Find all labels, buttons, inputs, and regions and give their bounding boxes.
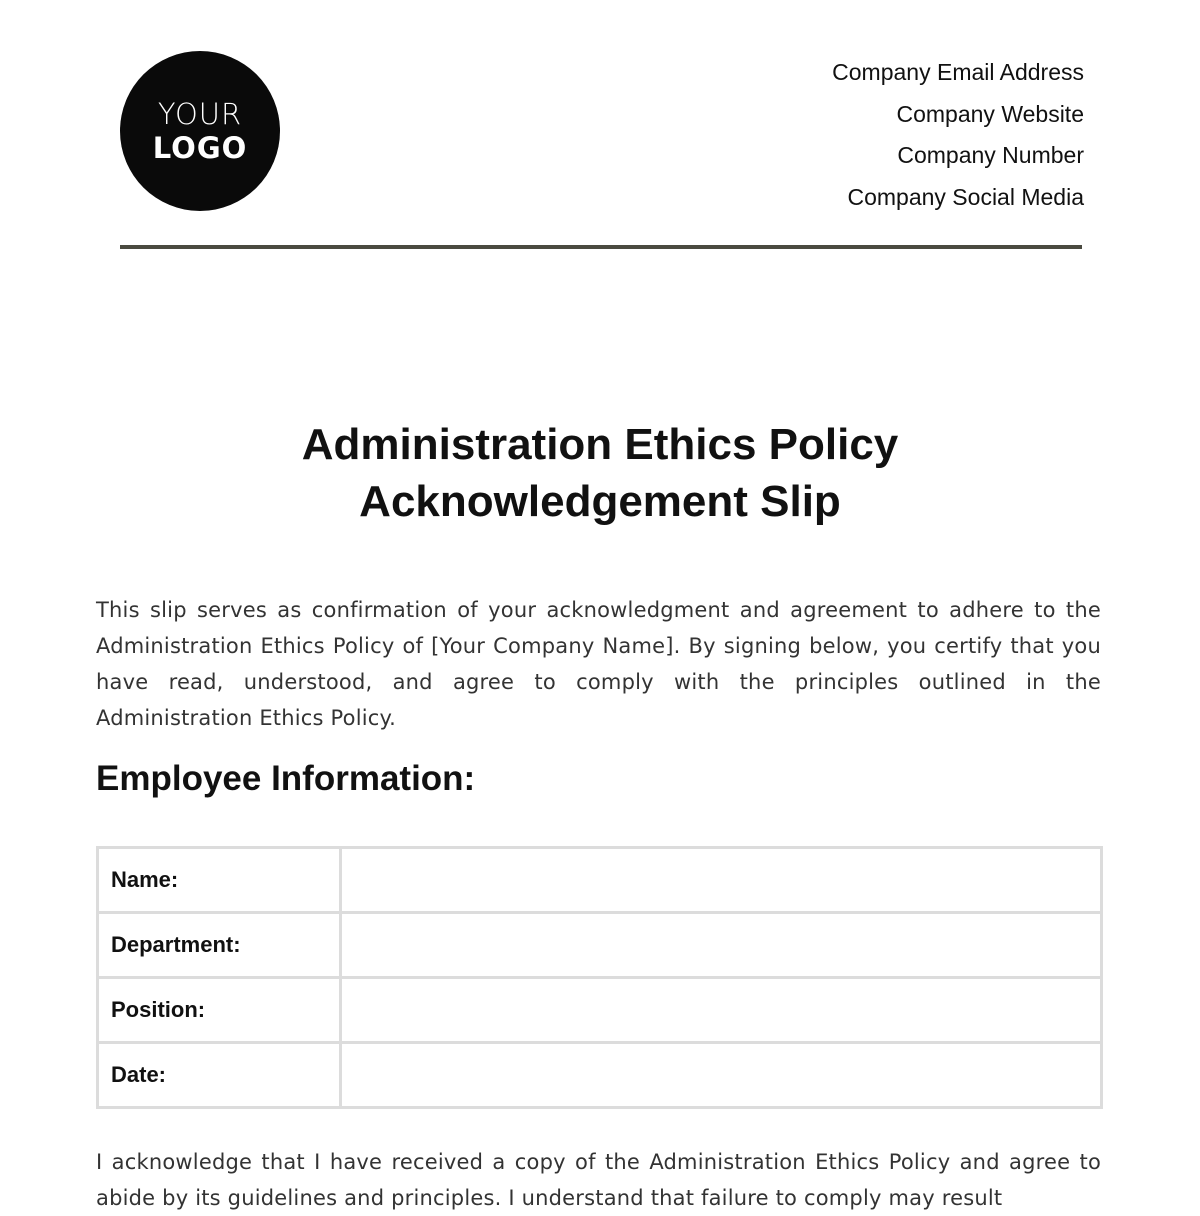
department-field[interactable] [341,913,1102,978]
company-number: Company Number [897,142,1084,168]
date-field[interactable] [341,1043,1102,1108]
table-row [98,848,1102,913]
logo-text-line2: LOGO [152,131,248,165]
company-social-media: Company Social Media [847,183,1084,210]
table-row [98,1043,1102,1108]
name-field[interactable] [341,848,1102,913]
position-field[interactable] [341,978,1102,1043]
company-website: Company Website [896,100,1084,127]
department-label: Department: [98,913,341,978]
date-label: Date: [98,1043,341,1108]
table-row [98,913,1102,978]
company-logo [120,51,280,211]
intro-paragraph: This slip serves as confirmation of your acknowledgment and agreement to adhere to the Administration Ethics Policy of [Your Company Name]. By signing below, you certify that you have read, understood, and agree to comply with the principles outlined in the Administration Ethics Policy. [96,598,1101,730]
employee-information-heading: Employee Information: [96,759,476,798]
header-divider [120,245,1082,249]
company-email: Company Email Address [832,59,1084,85]
title-line-2: Acknowledgement Slip [359,477,841,526]
name-label: Name: [98,848,341,913]
company-contact-block [832,52,1084,218]
employee-information-table [96,846,1103,1109]
position-label: Position: [98,978,341,1043]
table-row [98,978,1102,1043]
logo-text-line1: YOUR [157,97,243,131]
document-title [0,416,1200,530]
acknowledgement-paragraph: I acknowledge that I have received a copy of the Administration Ethics Policy and agree to abide by its guidelines and principles. I understand that failure to comply may result [96,1150,1101,1210]
title-line-1: Administration Ethics Policy [301,420,899,469]
